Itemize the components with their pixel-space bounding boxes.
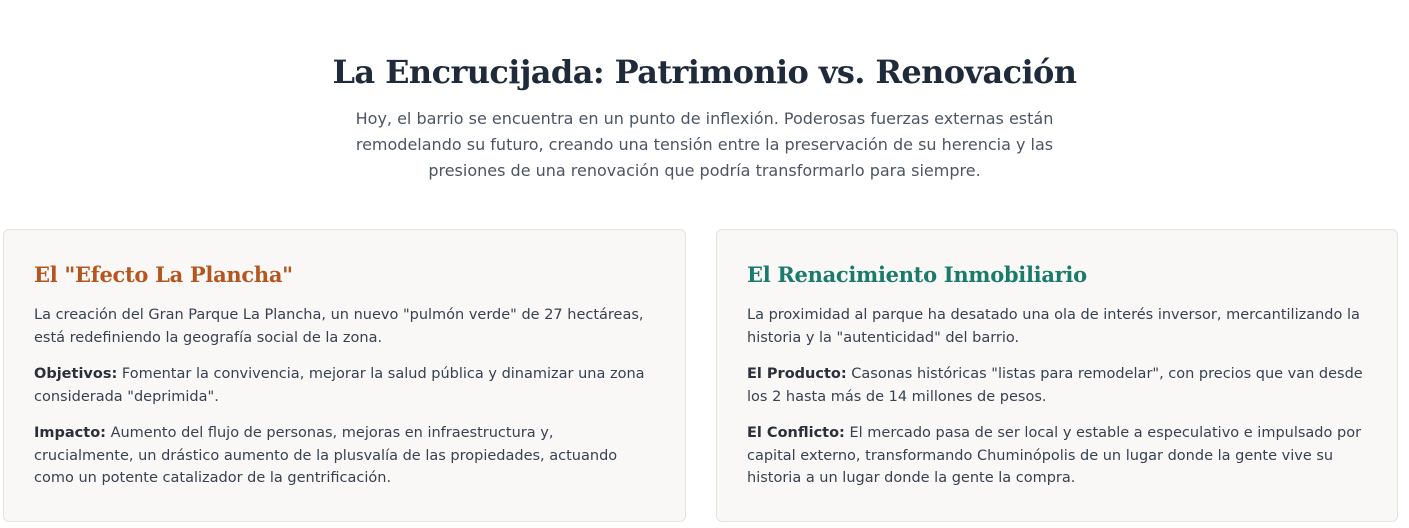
point-label: El Conflicto: [747, 425, 845, 441]
card-point-producto [747, 363, 1367, 408]
point-label: Impacto: [34, 425, 106, 441]
point-text: Fomentar la convivencia, mejorar la salud pública y dinamizar una zona considerada "deprimida". [34, 366, 645, 405]
card-efecto-la-plancha [3, 229, 686, 522]
card-point-objetivos [34, 363, 655, 408]
card-intro: La proximidad al parque ha desatado una ola de interés inversor, mercantilizando la historia y la "autenticidad" del barrio. [747, 307, 1360, 346]
section-intro: Hoy, el barrio se encuentra en un punto de inflexión. Poderosas fuerzas externas están remodelando su futuro, creando una tensión entre la preservación de su herencia y las presiones de una renovación que podría transformarlo para siempre. [355, 109, 1054, 180]
point-label: Objetivos: [34, 366, 118, 382]
section-title: La Encrucijada: Patrimonio vs. Renovación [332, 53, 1077, 91]
point-text: El mercado pasa de ser local y estable a especulativo e impulsado por capital externo, transformando Chuminópolis de un lugar donde la gente vive su historia a un lugar donde la gente la compra. [747, 425, 1362, 486]
card-point-conflicto [747, 422, 1367, 490]
point-text: Casonas históricas "listas para remodelar", con precios que van desde los 2 hasta más de 14 millones de pesos. [747, 366, 1363, 405]
card-intro: La creación del Gran Parque La Plancha, un nuevo "pulmón verde" de 27 hectáreas, está redefiniendo la geografía social de la zona. [34, 307, 644, 346]
point-label: El Producto: [747, 366, 847, 382]
card-heading: El Renacimiento Inmobiliario [747, 262, 1087, 287]
point-text: Aumento del flujo de personas, mejoras en infraestructura y, crucialmente, un drástico aumento de la plusvalía de las propiedades, actuando como un potente catalizador de la gentrificación. [34, 425, 618, 486]
card-heading: El "Efecto La Plancha" [34, 262, 293, 287]
card-point-impacto [34, 422, 655, 490]
section-header [0, 48, 1409, 184]
card-renacimiento-inmobiliario [716, 229, 1398, 522]
